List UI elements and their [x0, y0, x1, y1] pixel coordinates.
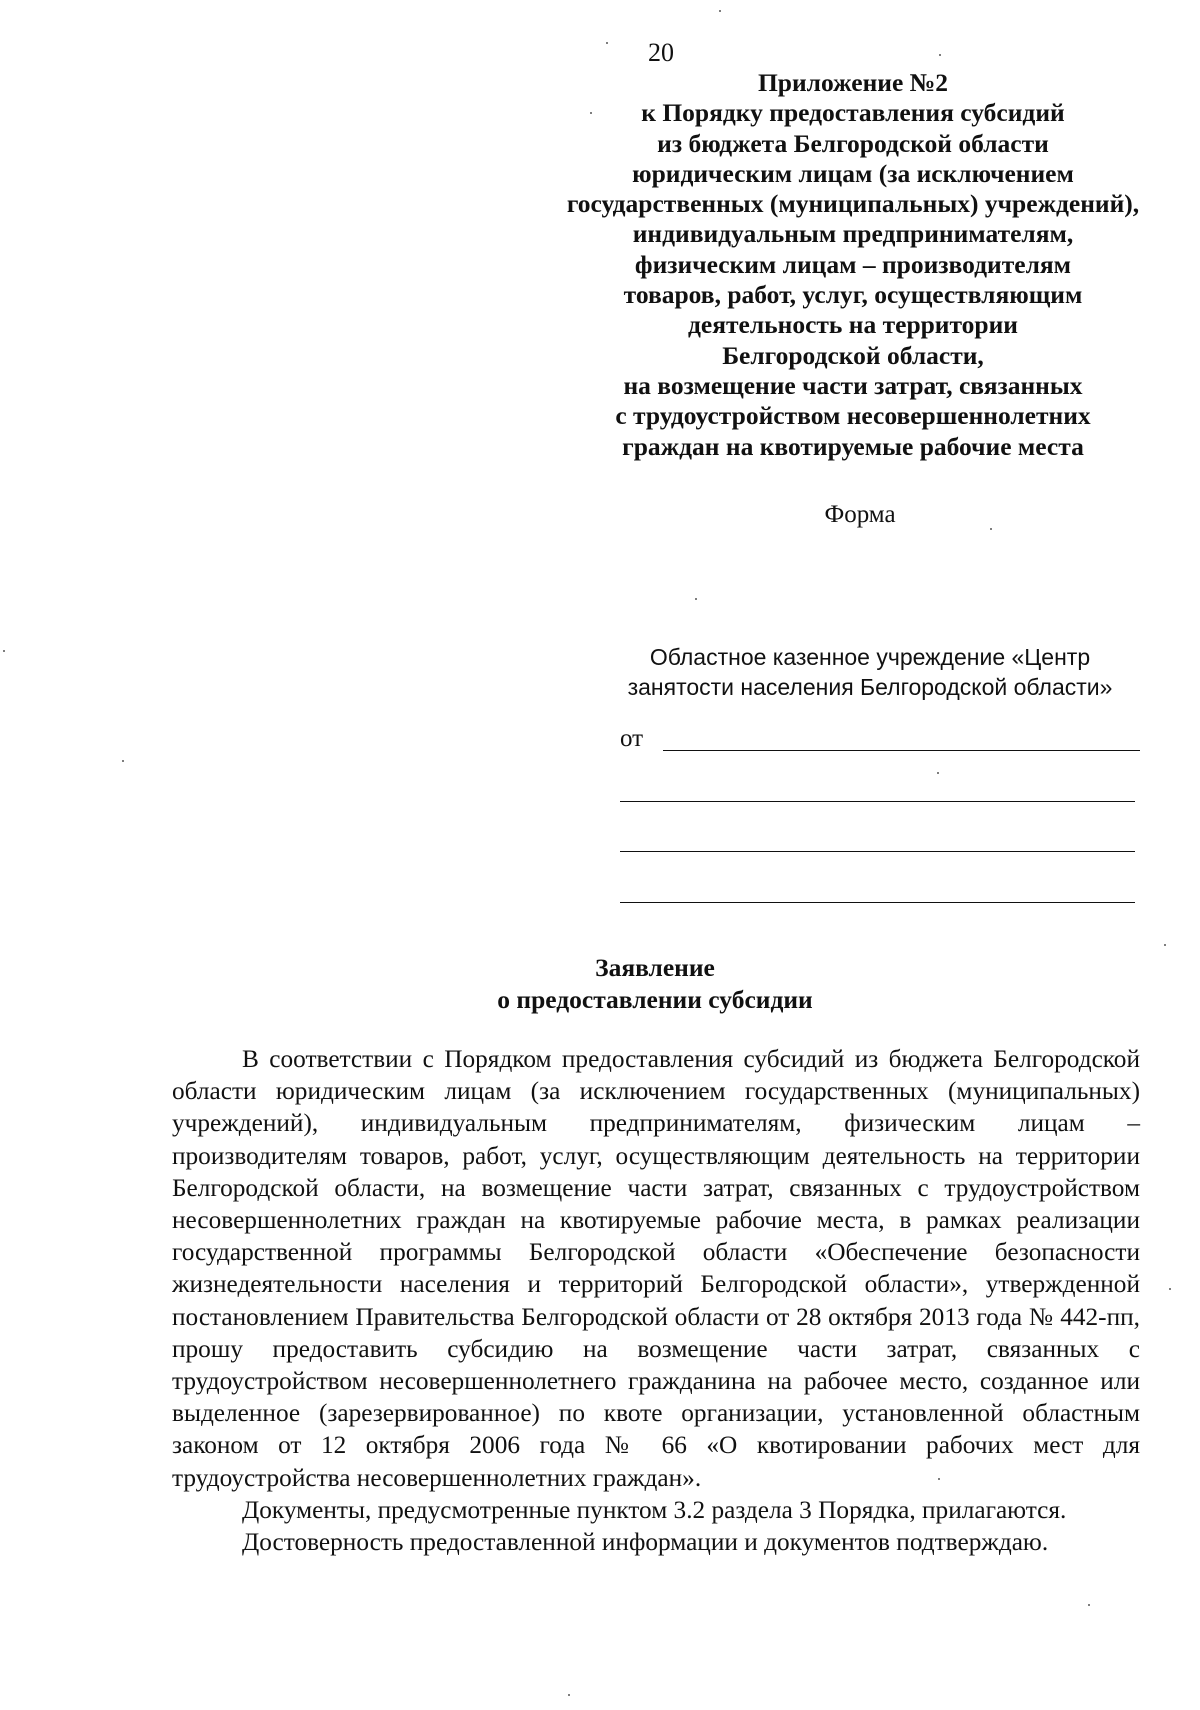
scan-speck	[568, 1694, 570, 1696]
scan-speck	[1164, 944, 1166, 946]
scan-speck	[719, 10, 721, 12]
scan-speck	[990, 528, 992, 530]
body-paragraph: В соответствии с Порядком предоставления субсидий из бюджета Белгородской области юридическим лицам (за исключением государственных (муниципальных) учреждений), индивидуальным предпринимателям, физическим лицам – производителям товаров, работ, услуг, осуществляющим деятельность на территории Белгородской области, на возмещение части затрат, связанных с трудоустройством несовершеннолетних граждан на квотируемые рабочие места, в рамках реализации государственной программы Белгородской области «Обеспечение безопасности жизнедеятельности населения и территорий Белгородской области», утвержденной постановлением Правительства Белгородской области от 28 октября 2013 года № 442-пп, прошу предоставить субсидию на возмещение части затрат, связанных с трудоустройством несовершеннолетнего гражданина на рабочее место, созданное или выделенное (зарезервированное) по квоте организации, установленной областным законом от 12 октября 2006 года № 66 «О квотировании рабочих мест для трудоустройства несовершеннолетних граждан».	[172, 1045, 1140, 1492]
appendix-line: индивидуальным предпринимателям,	[632, 219, 1074, 249]
appendix-line: физическим лицам – производителям	[634, 249, 1072, 279]
from-blank-line	[663, 750, 1140, 751]
scan-speck	[590, 112, 592, 114]
from-field	[620, 724, 1140, 756]
appendix-line: из бюджета Белгородской области	[657, 128, 1049, 158]
document-title	[250, 952, 1060, 1016]
addressee-block	[600, 642, 1140, 702]
appendix-line: юридическим лицам (за исключением	[632, 158, 1074, 188]
blank-line	[620, 801, 1135, 802]
form-label: Форма	[824, 501, 896, 528]
title-line: о предоставлении субсидии	[497, 985, 813, 1014]
appendix-line: деятельность на территории	[687, 310, 1019, 340]
appendix-header	[548, 68, 1158, 462]
appendix-line: Приложение №2	[757, 68, 949, 97]
appendix-line: к Порядку предоставления субсидий	[641, 98, 1065, 128]
addressee-line: занятости населения Белгородской области»	[627, 674, 1113, 700]
scan-speck	[122, 760, 124, 762]
title-line: Заявление	[595, 953, 715, 982]
blank-line	[620, 902, 1135, 903]
scan-speck	[1088, 1604, 1090, 1606]
scan-speck	[1169, 1288, 1171, 1290]
appendix-line: Белгородской области,	[722, 340, 984, 370]
application-body	[172, 1043, 1140, 1558]
page-number: 20	[648, 38, 674, 67]
scan-speck	[937, 772, 939, 774]
appendix-line: на возмещение части затрат, связанных	[623, 370, 1083, 400]
from-label: от	[620, 725, 644, 752]
addressee-line: Областное казенное учреждение «Центр	[649, 644, 1091, 670]
appendix-line: граждан на квотируемые рабочие места	[622, 431, 1084, 461]
appendix-line: товаров, работ, услуг, осуществляющим	[623, 280, 1083, 310]
scan-speck	[938, 1478, 940, 1480]
scan-speck	[939, 54, 941, 56]
body-paragraph: Достоверность предоставленной информации и документов подтверждаю.	[242, 1528, 1049, 1557]
appendix-line: с трудоустройством несовершеннолетних	[615, 401, 1091, 431]
scan-speck	[606, 42, 608, 44]
body-paragraph: Документы, предусмотренные пунктом 3.2 раздела 3 Порядка, прилагаются.	[242, 1495, 1067, 1524]
appendix-line: государственных (муниципальных) учреждений),	[566, 189, 1140, 219]
scan-speck	[695, 598, 697, 600]
blank-line	[620, 851, 1135, 852]
scan-speck	[3, 650, 5, 652]
